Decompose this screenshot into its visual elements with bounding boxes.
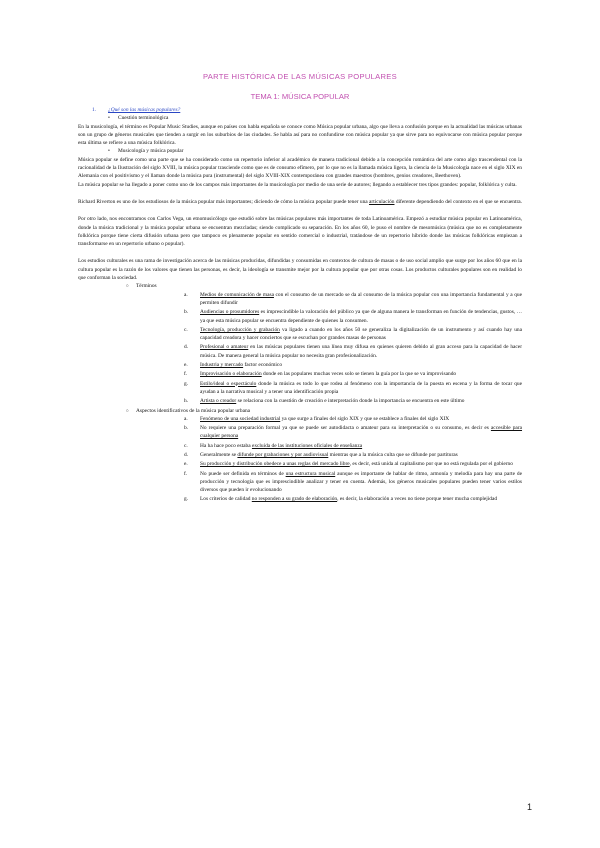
term-item: [184, 291, 522, 308]
aspect-underlined: Fenómeno de una sociedad industrial: [200, 415, 281, 422]
aspect-underlined: excluida de las instituciones oficiales de enseñanza: [251, 442, 363, 449]
term-key: d.: [184, 344, 189, 351]
term-key: f.: [184, 371, 188, 378]
aspect-underlined: no responden a su grado de elaboración: [251, 496, 338, 503]
term-item: [184, 361, 522, 369]
term-text: se relaciona con la cuestión de creación e interpretación donde la importancia se encuentra en este último: [236, 398, 465, 405]
aspect-key: d.: [184, 451, 189, 458]
aspects-list: [184, 415, 523, 504]
bullet-musicology: • Musicología y música popular: [118, 147, 522, 155]
document-body: [78, 106, 522, 505]
riverton-text: Richard Riverton es uno de los estudiosos de la música popular más importantes; diciendo de cómo la música popular puede tener una: [78, 198, 370, 205]
aspect-text: aunque es importante de hablar de ritmo, armonía y melodía para hay una parte de producción y tecnología que es imprescindible analizar y tener en cuenta. Además, los géneros musicales populares pueden tener varios estilos diversos que pueden ir evolucionando: [200, 470, 522, 494]
aspect-text: ya que surge a finales del siglo XIX y que se establece a finales del siglo XIX: [280, 415, 450, 422]
paragraph-terminology: En la musicología, el término es Popular Music Studies, aunque en países con habla española se conoce como Música popular urbana, algo que lleva a confusión porque en la actualidad las músicas urbanas son un grupo de géneros musicales que tienden a surgir en los suburbios de las ciudades. Se habla así para no confundirse con música popular ya que sirve para no equivocarse con música popular porque esta última se refiere a una música folklórica.: [78, 123, 522, 147]
term-underlined: Audiencias o prosumidores: [200, 309, 260, 316]
terms-list: [184, 291, 522, 406]
aspect-item: [184, 415, 522, 423]
paragraph-musicology-2: La música popular se ha llegado a poner como uno de los campos más importantes de la musicología por medio de una serie de autores; llegando a establecer tres tipos grandes: popular, folklórica y culta.: [78, 181, 517, 188]
term-text: donde la música es todo lo que rodea al fenómeno con la importancia de la puesta en escena y la forma de tocar que ayudan a la narrativa musical y a tener una identificación propia: [200, 380, 522, 395]
aspect-key: a.: [184, 415, 188, 422]
aspect-key: e.: [184, 461, 188, 468]
term-item: [184, 326, 522, 343]
aspect-key: b.: [184, 425, 189, 432]
aspect-item: [184, 495, 522, 503]
term-key: a.: [184, 291, 188, 298]
aspect-item: [184, 424, 523, 441]
term-item: [184, 308, 522, 325]
aspect-pre: No puede ser definida en términos de: [200, 470, 286, 477]
term-underlined: Medios de comunicación de masa: [200, 291, 274, 298]
section-number: 1.: [92, 107, 97, 113]
aspect-pre: Generalmente se: [200, 451, 238, 458]
term-underlined: Industria y mercado: [200, 362, 244, 369]
aspect-item: [184, 460, 522, 468]
aspect-underlined: difunde por grabaciones y por audiovisual: [237, 451, 329, 458]
aspect-underlined: Su producción y distribución obedece a unas reglas del mercado libre: [200, 461, 350, 468]
aspect-item: [184, 470, 522, 495]
aspect-pre: Los criterios de calidad: [200, 496, 252, 503]
aspect-key: f.: [184, 470, 188, 477]
bullet-aspects: ○ Aspectos identificativos de la música popular urbana: [136, 407, 522, 415]
aspect-pre: Ha ha hace poco estaba: [200, 442, 252, 449]
term-item: [184, 370, 522, 378]
bullet-terms: ○ Términos: [136, 282, 522, 290]
aspect-underlined: accesible para cualquier persona: [200, 425, 523, 440]
bullet-terminology: • Cuestión terminológica: [118, 114, 522, 122]
term-text: en las músicas populares tienen una línea muy difusa en quienes quieren debido al gran acceso para la capacidad de hacer música. De manera general la música popular no necesita gran profesionalización.: [200, 344, 522, 359]
aspect-item: [184, 451, 522, 459]
term-underlined: Tecnología, producción y grabación: [200, 326, 280, 333]
term-key: c.: [184, 326, 188, 333]
paragraph-cultural-studies: Los estudios culturales es una rama de investigación acerca de las músicas producidas, difundidas y consumidas en contextos de cultura de masas o de uso social amplio que surge por los años 60 que en la cultura popular es la razón de los valores que tienen las personas, es decir, la ideología se transmite mejor por la cultura popular que por otras cosas. Los productos culturales populares son en realidad lo que conforman la sociedad.: [78, 258, 522, 282]
riverton-text-end: diferente dependiendo del contexto en el que se encuentra.: [394, 198, 523, 205]
paragraph-musicology: Música popular se define como una parte que se ha considerado como un repertorio inferior al académico de manera tradicional debido a la concepción romántica del arte como algo trascendental con la racionalidad de la Ilustración del siglo XVIII, la música popular trasciende como que es de consumo efímero, por lo que no es la llamada música ligera, la ciencia de la Musicología nace en el siglo XIX en Alemania con el positivismo y el llaman donde la música pura (instrumental) del siglo XVIII-XIX contemporánea con grandes maestros (hombres, genios creadores, Beethoven).: [78, 156, 522, 180]
aspect-text: , es decir, está unida al capitalismo por que no está regulada por el gobierno: [349, 461, 513, 468]
aspect-underlined: una estructura musical: [285, 470, 336, 477]
term-text: es imprescindible la valoración del público ya que de alguna manera le transforman en función de tendencias, gustos, … ya que esta música popular se encuentra dependiente de quienes la consumen.: [200, 309, 522, 324]
term-underlined: Artista o creador: [200, 398, 237, 405]
term-underlined: Profesional o amateur: [200, 344, 249, 351]
aspect-pre: No requiere una preparación formal ya que se puede ser autodidacta o amateur para su interpretación o su consumo, es decir es: [200, 425, 491, 432]
term-text: factor económico: [243, 362, 283, 369]
term-text: con el consumo de un mercado se da al consumo de la música popular con una importancia fundamental y a que permiten difundir: [200, 291, 522, 306]
page-number: 1: [526, 802, 532, 812]
term-key: g.: [184, 380, 189, 387]
aspect-key: g.: [184, 496, 189, 503]
term-text: donde en las populares muchas veces solo se tienen la guía por la que se va improvisando: [261, 371, 457, 378]
section-question-text: ¿Qué son las músicas populares?: [108, 107, 181, 113]
paragraph-riverton: [78, 198, 522, 206]
term-key: b.: [184, 309, 189, 316]
term-item: [184, 343, 522, 360]
term-underlined: Estilo/ideal o espectáculo: [200, 380, 257, 387]
aspect-text: , es decir, la elaboración a veces no tiene porque tener mucha complejidad: [337, 496, 498, 503]
term-text: va ligado a cuando en los años 50 se generaliza la digitalización de un instrumento y así cuando hay una capacidad creadora y hacer conciertos que se escuchan por grandes masas de personas: [200, 326, 522, 342]
document-title: PARTE HISTÓRICA DE LAS MÚSICAS POPULARES: [202, 72, 397, 81]
term-item: [184, 380, 522, 397]
section-question: [92, 106, 522, 114]
aspect-item: [184, 442, 522, 450]
riverton-underlined: articulación: [369, 198, 395, 205]
term-item: [184, 397, 522, 405]
term-key: h.: [184, 398, 189, 405]
term-key: e.: [184, 362, 188, 369]
aspect-key: c.: [184, 442, 188, 449]
aspect-text: mientras que a la música culta que se difunde por partituras: [328, 451, 458, 458]
paragraph-vega: Por otro lado, nos encontramos con Carlos Vega, un etnomusicólogo que estudió sobre las músicas populares más importantes de toda Latinoamérica. Empezó a estudiar música popular en Latinoamérica, donde la música tradicional y la música popular urbana se encuentran mezcladas; siendo complicado su separación. En los años 60, le puso el nombre de mesomúsica (música que no es completamente folklórica porque tiene cierta difusión urbana pero que tampoco es plenamente popular en sentido comercial o industrial, tratándose de un repertorio híbrido donde las músicas folklóricas empiezan a transformarse en un repertorio urbano o popular).: [78, 216, 522, 248]
document-subtitle: TEMA 1: MÚSICA POPULAR: [250, 92, 350, 101]
term-underlined: Improvisación o elaboración: [200, 371, 262, 378]
